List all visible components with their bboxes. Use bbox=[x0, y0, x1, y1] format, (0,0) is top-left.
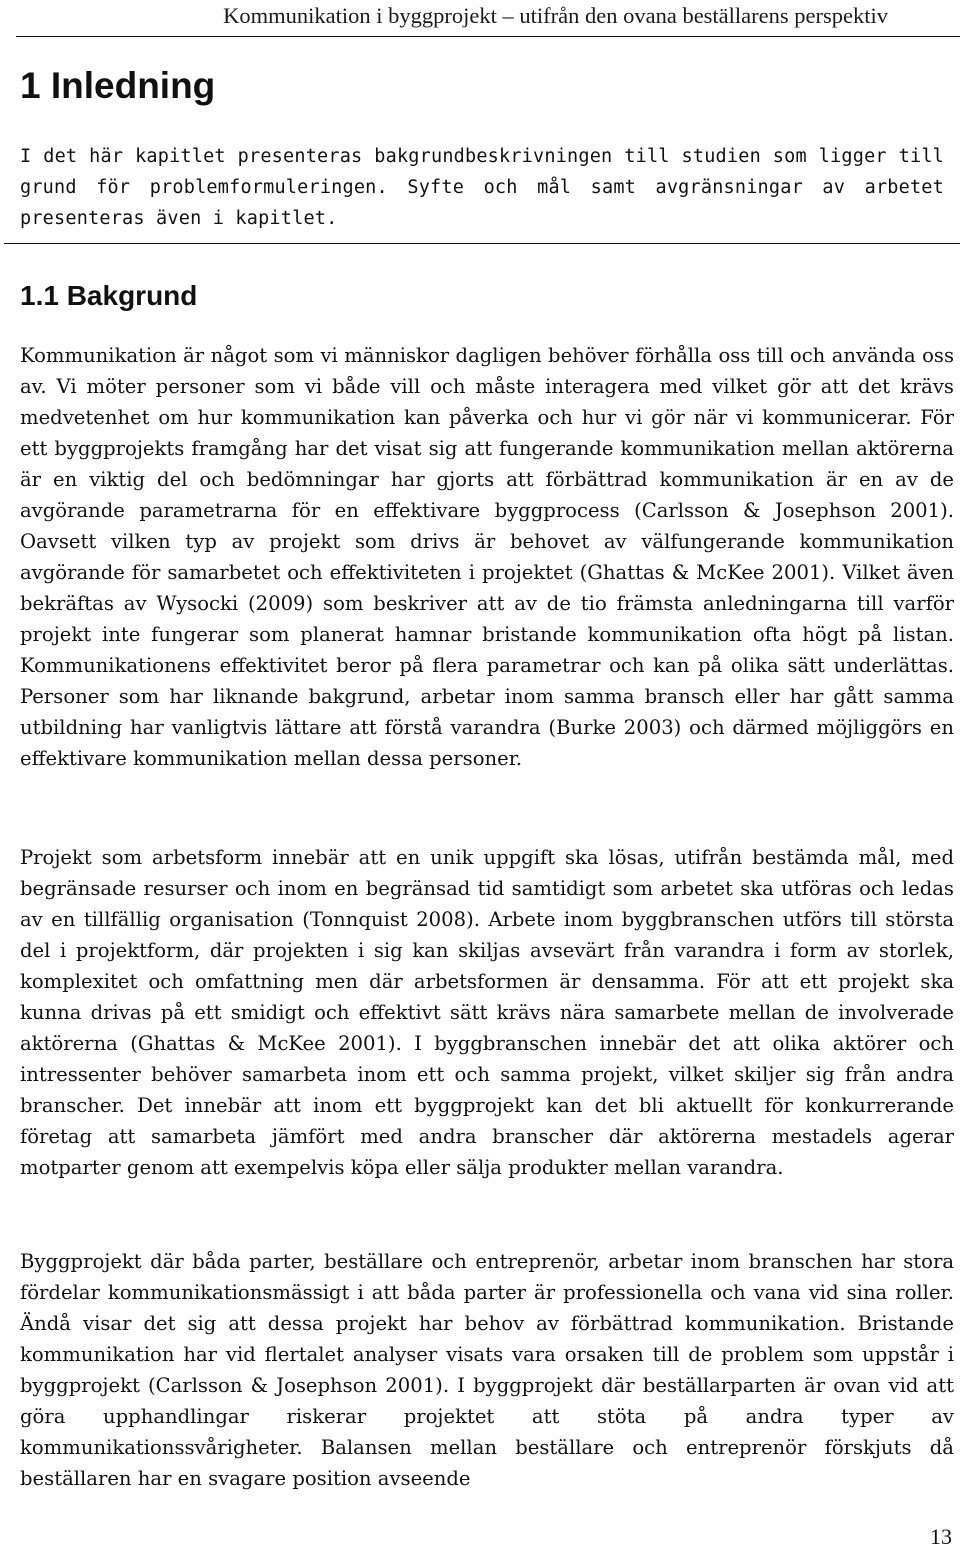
body-paragraph-3-block bbox=[20, 1246, 954, 1494]
header-rule bbox=[16, 36, 960, 37]
running-header: Kommunikation i byggprojekt – utifrån den ovana beställarens perspektiv bbox=[223, 3, 888, 28]
body-paragraph-1: Kommunikation är något som vi människor dagligen behöver förhålla oss till och använda oss av. Vi möter personer som vi både vill och måste interagera med vilket gör att det krävs medvetenhet om hur kommunikation kan påverka och hur vi gör när vi kommunicerar. För ett byggprojekts framgång har det visat sig att fungerande kommunikation mellan aktörerna är en viktig del och bedömningar har gjorts att förbättrad kommunikation är en av de avgörande parametrarna för en effektivare byggprocess (Carlsson & Josephson 2001). Oavsett vilken typ av projekt som drivs är behovet av välfungerande kommunikation avgörande för samarbetet och effektiviteten i projektet (Ghattas & McKee 2001). Vilket även bekräftas av Wysocki (2009) som beskriver att av de tio främsta anledningarna till varför projekt inte fungerar som planerat hamnar bristande kommunikation ofta högt på listan. Kommunikationens effektivitet beror på flera parametrar och kan på olika sätt underlättas. Personer som har liknande bakgrund, arbetar inom samma bransch eller har gått samma utbildning har vanligtvis lättare att förstå varandra (Burke 2003) och därmed möjliggörs en effektivare kommunikation mellan dessa personer. bbox=[20, 344, 954, 770]
chapter-intro: I det här kapitlet presenteras bakgrundbeskrivningen till studien som ligger till grund för problemformuleringen. Syfte och mål samt avgränsningar av arbetet presenteras även i kapitlet. bbox=[20, 146, 944, 229]
intro-rule bbox=[4, 243, 960, 244]
body-paragraph-2: Projekt som arbetsform innebär att en unik uppgift ska lösas, utifrån bestämda mål, med begränsade resurser och inom en begränsad tid samtidigt som arbetet ska utföras och ledas av en tillfällig organisation (Tonnquist 2008). Arbete inom byggbranschen utförs till största del i projektform, där projekten i sig kan skiljas avsevärt från varandra i form av storlek, komplexitet och omfattning men där arbetsformen är densamma. För att ett projekt ska kunna drivas på ett smidigt och effektivt sätt krävs nära samarbete mellan de involverade aktörerna (Ghattas & McKee 2001). I byggbranschen innebär det att olika aktörer och intressenter behöver samarbeta inom ett och samma projekt, vilket skiljer sig från andra branscher. Det innebär att inom ett byggprojekt kan det bli aktuellt för konkurrerande företag att samarbeta jämfört med andra branscher där aktörerna mestadels agerar motparter genom att exempelvis köpa eller sälja produkter mellan varandra. bbox=[20, 846, 954, 1179]
section-title: 1.1 Bakgrund bbox=[20, 280, 198, 311]
chapter-title: 1 Inledning bbox=[20, 65, 216, 106]
page-number: 13 bbox=[930, 1524, 952, 1549]
body-paragraph-2-block bbox=[20, 842, 954, 1183]
body-paragraph-3: Byggprojekt där båda parter, beställare och entreprenör, arbetar inom branschen har stora fördelar kommunikationsmässigt i att båda parter är professionella och vana vid sina roller. Ändå visar det sig att dessa projekt har behov av förbättrad kommunikation. Bristande kommunikation har vid flertalet analyser visats vara orsaken till de problem som uppstår i byggprojekt (Carlsson & Josephson 2001). I byggprojekt där beställarparten är ovan vid att göra upphandlingar riskerar projektet att stöta på andra typer av kommunikationssvårigheter. Balansen mellan beställare och entreprenör förskjuts då beställaren har en svagare position avseende bbox=[20, 1250, 954, 1490]
body-paragraph-1-block bbox=[20, 340, 954, 774]
